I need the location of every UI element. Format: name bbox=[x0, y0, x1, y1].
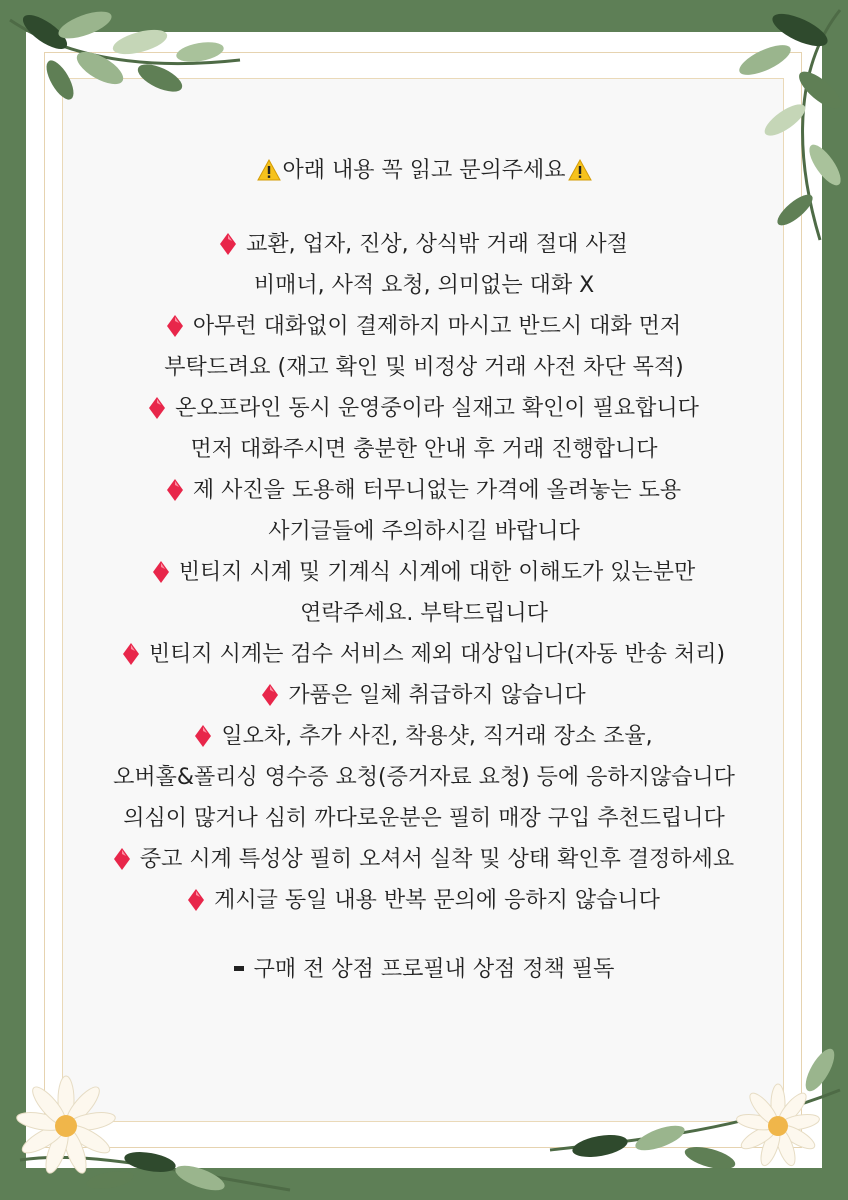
notice-line-text: 빈티지 시계는 검수 서비스 제외 대상입니다(자동 반송 처리) bbox=[148, 642, 726, 667]
notice-rule-line bbox=[70, 470, 778, 511]
notice-line-text: 의심이 많거나 심히 까다로운분은 필히 매장 구입 추천드립니다 bbox=[123, 806, 725, 831]
red-diamond-icon bbox=[167, 315, 183, 337]
notice-line-text: 오버홀&폴리싱 영수증 요청(증거자료 요청) 등에 응하지않습니다 bbox=[113, 765, 735, 790]
notice-continuation-line bbox=[70, 511, 778, 552]
notice-rule-line bbox=[70, 675, 778, 716]
notice-continuation-line bbox=[70, 347, 778, 388]
notice-rule-line bbox=[70, 388, 778, 429]
warning-sign-icon bbox=[257, 159, 281, 181]
notice-line-text: 게시글 동일 내용 반복 문의에 응하지 않습니다 bbox=[214, 888, 660, 913]
notice-line-text: 연락주세요. 부탁드립니다 bbox=[300, 601, 548, 626]
red-diamond-icon bbox=[123, 643, 139, 665]
notice-continuation-line bbox=[70, 757, 778, 798]
daisy-branch-bottom-right bbox=[540, 1030, 848, 1200]
red-diamond-icon bbox=[188, 889, 204, 911]
notice-line-text: 비매너, 사적 요청, 의미없는 대화 X bbox=[253, 273, 595, 298]
notice-title bbox=[70, 150, 778, 192]
notice-continuation-line bbox=[70, 593, 778, 634]
red-diamond-icon bbox=[167, 479, 183, 501]
notice-footer bbox=[70, 949, 778, 990]
red-diamond-icon bbox=[262, 684, 278, 706]
notice-line-text: 부탁드려요 (재고 확인 및 비정상 거래 사전 차단 목적) bbox=[164, 355, 684, 380]
notice-line-text: 가품은 일체 취급하지 않습니다 bbox=[288, 683, 586, 708]
notice-line-text: 사기글들에 주의하시길 바랍니다 bbox=[268, 519, 580, 544]
notice-line-text: 교환, 업자, 진상, 상식밖 거래 절대 사절 bbox=[246, 232, 628, 257]
notice-rule-line bbox=[70, 634, 778, 675]
red-diamond-icon bbox=[220, 233, 236, 255]
red-diamond-icon bbox=[114, 848, 130, 870]
notice-line-text: 일오차, 추가 사진, 착용샷, 직거래 장소 조율, bbox=[221, 724, 653, 749]
notice-line-text: 제 사진을 도용해 터무니없는 가격에 올려놓는 도용 bbox=[192, 478, 682, 503]
notice-line-text: 빈티지 시계 및 기계식 시계에 대한 이해도가 있는분만 bbox=[178, 560, 696, 585]
daisy-branch-bottom-left bbox=[0, 1040, 300, 1200]
notice-continuation-line bbox=[70, 798, 778, 839]
notice-continuation-line bbox=[70, 429, 778, 470]
notice-rule-line bbox=[70, 880, 778, 921]
red-diamond-icon bbox=[153, 561, 169, 583]
red-diamond-icon bbox=[195, 725, 211, 747]
notice-rule-line bbox=[70, 839, 778, 880]
leaf-branch-top-left bbox=[0, 0, 260, 150]
notice-content bbox=[70, 150, 778, 990]
notice-rule-line bbox=[70, 224, 778, 265]
notice-continuation-line bbox=[70, 265, 778, 306]
red-diamond-icon bbox=[149, 397, 165, 419]
dash-icon bbox=[234, 966, 244, 971]
notice-title-text: 아래 내용 꼭 읽고 문의주세요 bbox=[282, 158, 566, 183]
warning-sign-icon bbox=[568, 159, 592, 181]
notice-line-text: 아무런 대화없이 결제하지 마시고 반드시 대화 먼저 bbox=[192, 314, 682, 339]
notice-line-text: 먼저 대화주시면 충분한 안내 후 거래 진행합니다 bbox=[190, 437, 658, 462]
notice-rule-line bbox=[70, 552, 778, 593]
notice-line-text: 온오프라인 동시 운영중이라 실재고 확인이 필요합니다 bbox=[175, 396, 699, 421]
notice-rule-line bbox=[70, 716, 778, 757]
notice-rule-line bbox=[70, 306, 778, 347]
notice-lines bbox=[70, 224, 778, 921]
notice-line-text: 중고 시계 특성상 필히 오셔서 실착 및 상태 확인후 결정하세요 bbox=[139, 847, 735, 872]
notice-footer-text: 구매 전 상점 프로필내 상점 정책 필독 bbox=[253, 957, 615, 982]
